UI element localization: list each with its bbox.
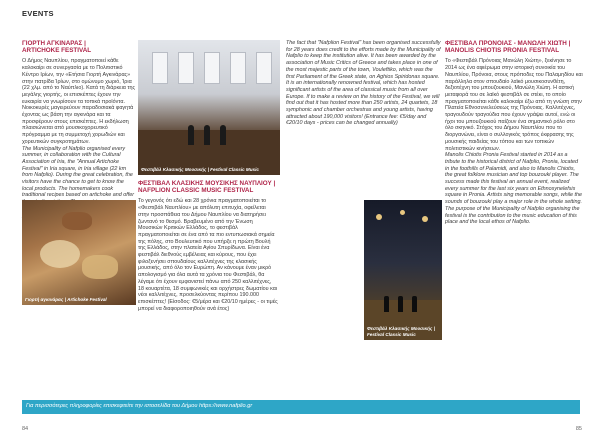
pronia-text-gr: Το «Φεστιβάλ Πρόνοιας Μανώλη Χιώτη», ξεκίνησε το 2014 ως ένα αφιέρωμα στην ιστορική συνοικία του Ναυπλίου, Πρόνοια, στους πρόποδες του Παλαμηδίου και παράλληλα στον σπουδαίο λαϊκό μουσικοσυνθέτη, δεξιοτέχνη του μπουζουκιού, Μανώλη Χιώτη. Η αστική μεταφορά του σε λαϊκό φεστιβάλ σε στέκι, το οποίο πραγματοποιείται κάθε καλοκαίρι έξω από τη γνώση στην Πλατεία Εθνοσυνελεύσεως της Πρόνοιας. Καλλιτέχνες, τραγουδούν τραγούδια που έχουν γράψει αυτοί, ενώ οι ήχοι του μπουζουκιού παίζουν ένα σημαντικό ρόλο στο όλο σκηνικό. Στόχος του Δήμου Ναυπλίου που το διοργανώνει, είναι ο συλλογικός τρόπος έκφρασης της μουσικής παιδείας του τόπου και των τοπικών πολιτιστικών κινήσεων. <box>445 58 583 152</box>
classic-music-heading <box>138 180 278 194</box>
classic-music-text-gr: Το γεγονός ότι εδώ και 28 χρόνια πραγματοποιείται το «Φεστιβάλ Ναυπλίου» με απόλυτη επιτυχία, οφείλεται στην προσπάθεια του Δήμου Ναυπλίου να διατηρήσει ζωντανό το θεσμό. Βραβευμένο από την Ένωση Μουσικών Κριτικών Ελλάδος, το φεστιβάλ πραγματοποιείται σε ένα από τα πιο εντυπωσιακά σημεία της πόλης, στο Βουλευτικό που υπήρξε η πρώτη Βουλή της Ελλάδος, στην πλατεία Αγίου Σπυρίδωνα. Είναι ένα φεστιβάλ διεθνούς εμβέλειας και κύρους, που έχει φιλοξενήσει σπουδαίους καλλιτέχνες της κλασικής μουσικής, από όλο τον Ευρώπη. Αν κάνουμε έναν μικρό απολογισμό για όλα αυτά τα χρόνια του Φεστιβάλ, θα λέγαμε ότι έχουν εμφανιστεί πάνω από 250 καλλιτέχνες, 18 κουαρτέτα, 18 συμφωνικές και ορχήστρες δωματίου και νέοι καλλιτέχνες, προσελκύοντας περίπου 190.000 επισκέπτες! (Είσοδος: €5/μέρα και €20/10 ημέρες - οι τιμές μπορεί να διαφοροποιηθούν ανά έτος) <box>138 198 278 312</box>
pronia-heading-gr: ΦΕΣΤΙΒΑΛ ΠΡΟΝΟΙΑΣ - ΜΑΝΩΛΗ ΧΙΩΤΗ | <box>445 40 571 47</box>
classic-music-photo <box>138 40 280 175</box>
column-classic-music <box>138 180 278 312</box>
classic-music-photo-2-caption: Φεστιβάλ Κλασικής Μουσικής | Festival Classic Music <box>367 326 435 337</box>
page-number-left: 84 <box>22 426 29 432</box>
artichoke-text-en: The Municipality of Nafplio organised every summer, in collaboration with the Cultural Association of Iria, the "Annual Artichoke Festival" in Iria square, in Iria village (22 km from Nafplio). During the great celebration, the visitors have the chance to get to know the local products. The homemakers cook traditional recipes based on artichoke and offer <box>22 145 135 199</box>
artichoke-heading <box>22 40 136 54</box>
classic-music-photo-2 <box>364 200 442 340</box>
artichoke-heading-en: ARTICHOKE FESTIVAL <box>22 47 92 55</box>
page-number-right: 85 <box>575 426 582 432</box>
info-banner-text[interactable]: Για περισσότερες πληροφορίες επισκεφτείτε την ιστοσελίδα του Δήμου https://www.nafplio.gr <box>26 403 253 409</box>
pronia-heading-en: MANOLIS CHIOTIS PRONIA FESTIVAL <box>445 47 560 55</box>
column-artichoke <box>22 40 136 226</box>
pronia-heading <box>445 40 583 54</box>
column-pronia <box>445 40 583 226</box>
artichoke-text-gr: Ο Δήμος Ναυπλίου, πραγματοποιεί κάθε καλοκαίρι σε συνεργασία με το Πολιτιστικό Κέντρο Ιρίων, την «Ετήσια Γιορτή Αγκινάρας» στην πατρίδα Ίρίων, στο ομώνυμο χωριό, Ίρια (22 χλμ. από το Ναύπλιο). Κατά τη διάρκεια της μεγάλης γιορτής, οι επισκέπτες έχουν την ευκαιρία να γνωρίσουν τα τοπικά προϊόντα. Νοικοκυρές μαγειρεύουν παραδοσιακά φαγητά έχοντας ως βάση την αγκινάρα και τα προσφέρουν στους επισκέπτες. Η εκδήλωση πλαισιώνεται από μουσικοχορευτικό πρόγραμμα με τη συμμετοχή χορωδιών και χορευτικών συγκροτημάτων. <box>22 58 136 145</box>
classic-music-heading-en: NAFPLION CLASSIC MUSIC FESTIVAL <box>138 187 254 195</box>
classic-music-text-en: The fact that "Nafplion Festival" has been organised successfully for 28 years does credit to the efforts made by the Municipality of Nafplio to keep the institution alive. It has been awarded by the association of Music Critics of Greece and takes place in one of the most majestic parts of the town, Vouleftiko, which was the first Parliament of the Greek state, on Aghios Spiridonas square. It is an internationally renowned festival, which has hosted significant artists of the area of classical music from all over Europe. If to make a review on the history of the Festival, we will find out that it has hosted more than 250 artists, 24 quartets, 18 symphonic and chamber orchestras and young artists, having attracted about 190,000 visitors! (Entrance fee: €5/day and €20/10 days - prices can be changed annually) <box>286 40 441 127</box>
classic-music-photo-caption: Φεστιβάλ Κλασικής Μουσικής | Festival Classic Music <box>141 166 259 172</box>
artichoke-photo <box>22 200 136 305</box>
artichoke-heading-gr: ΓΙΟΡΤΗ ΑΓΚΙΝΑΡΑΣ | <box>22 40 86 47</box>
artichoke-photo-caption: Γιορτή αγκινάρας | Artichoke Festival <box>25 296 107 302</box>
section-label: EVENTS <box>22 9 54 18</box>
info-banner <box>22 400 580 414</box>
column-classic-music-en <box>286 40 441 127</box>
classic-music-heading-gr: ΦΕΣΤΙΒΑΛ ΚΛΑΣΙΚΗΣ ΜΟΥΣΙΚΗΣ ΝΑΥΠΛΙΟΥ | <box>138 180 276 187</box>
pronia-text-en: Manolis Chiotis Pronia Festival started in 2014 as a tribute to the historical district of Nafplio, Pronia, located in the foothills of Palamidi, and also to Manolis Chiotis, the great folklore musician and top bouzouki player. The success made this festival an annual event, realized every summer for the last six years on Ethnosynelefsis square in Pronia. Artists sing memorable songs, while the sounds of bouzouki play a major role in the whole setting. The purpose of the Municipality of Nafplio organising the festival is the contribution to the music education of this place and the local ethos of Nafplio. <box>445 152 583 226</box>
